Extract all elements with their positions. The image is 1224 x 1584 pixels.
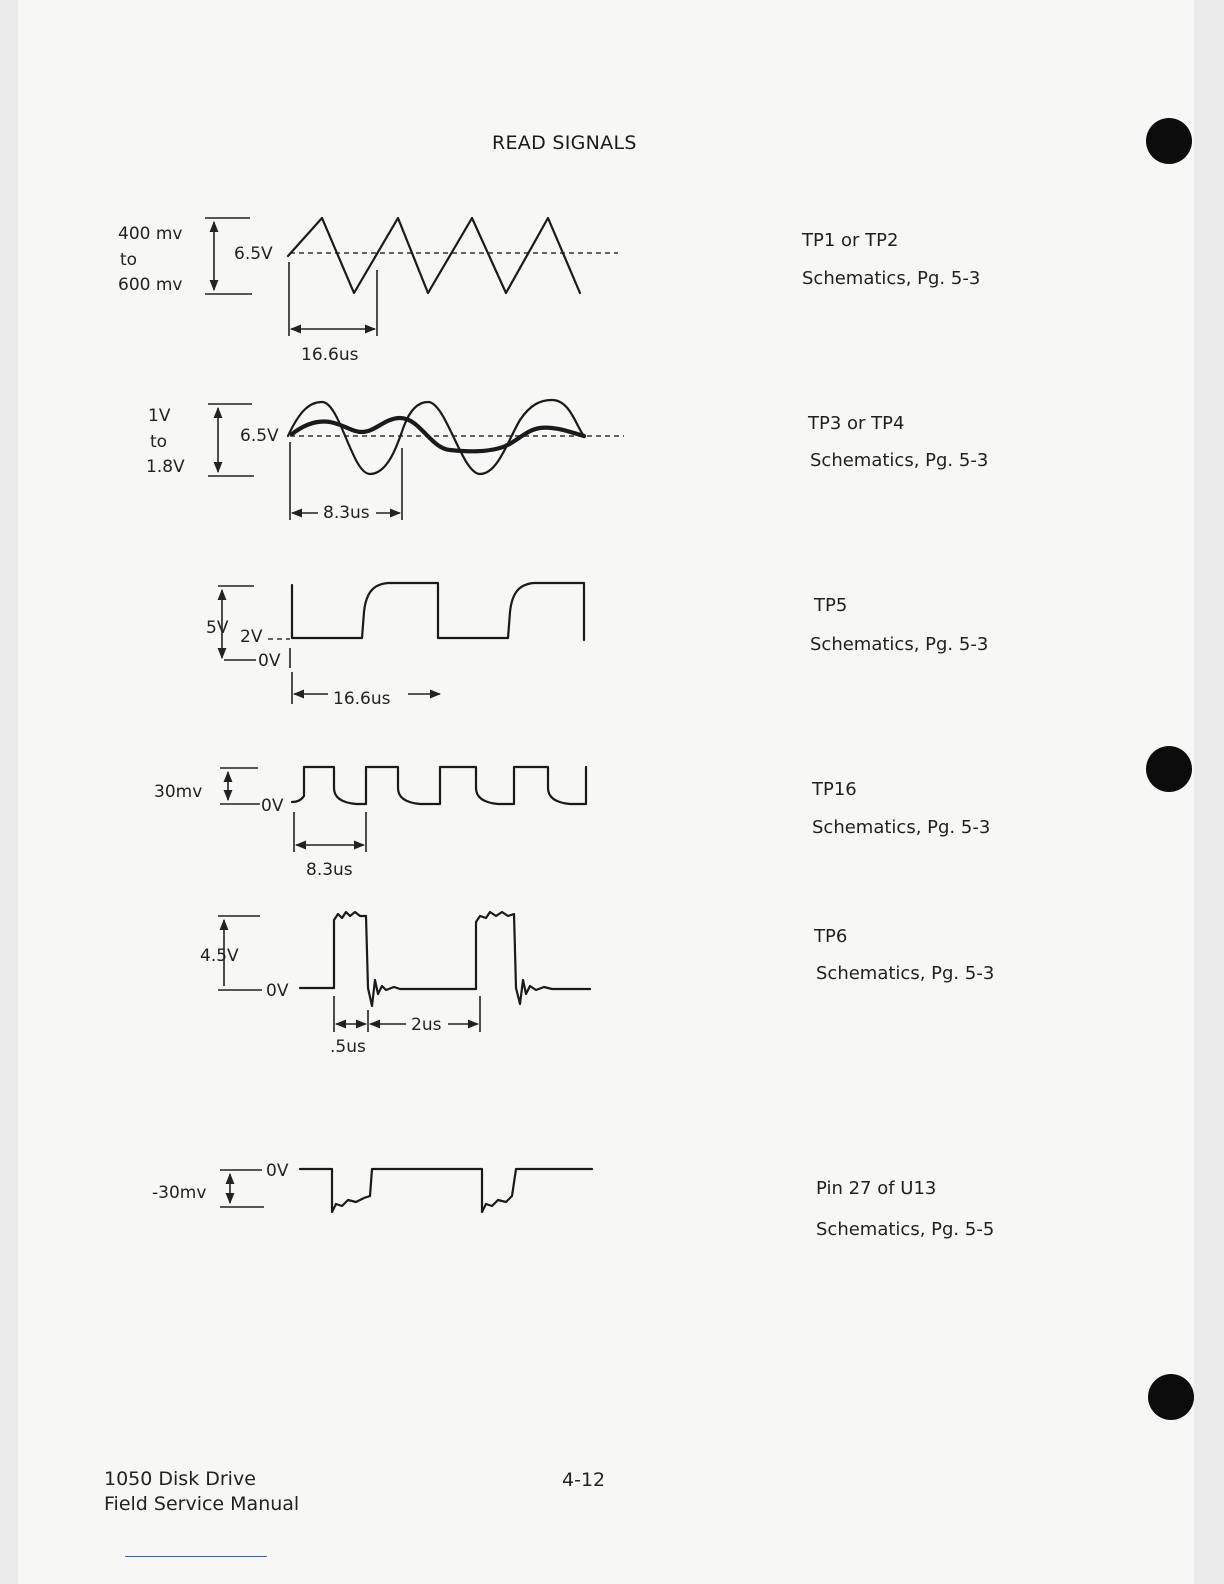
sine-waveform-small [292,418,584,451]
footer-manual-line2: Field Service Manual [104,1493,300,1515]
range-label-line2: to [120,250,138,270]
period-label: 8.3us [306,860,353,880]
tp16-label: TP16 [812,779,857,800]
range-label: -30mv [152,1183,207,1203]
signal-tp6 [200,912,590,1057]
period-label: 16.6us [333,689,391,709]
pulse-waveform [300,912,590,1006]
triangle-waveform [288,218,580,293]
tp1-tp2-label: TP1 or TP2 [802,230,899,251]
range-label-line3: 600 mv [118,275,183,295]
baseline-label: 6.5V [240,426,279,446]
tp1-tp2-reference: Schematics, Pg. 5-3 [802,268,981,289]
range-label-line1: 1V [148,406,171,426]
page-number: 4-12 [562,1469,606,1491]
period-label: 8.3us [323,503,370,523]
range-label-line3: 1.8V [146,457,185,477]
signal-pin27-u13 [152,1161,592,1212]
range-label-line1: 400 mv [118,224,183,244]
square-waveform [292,583,584,640]
tp3-tp4-reference: Schematics, Pg. 5-3 [810,450,989,471]
gap-label: 2us [411,1015,442,1035]
sine-waveform-large [288,400,584,474]
tp6-reference: Schematics, Pg. 5-3 [816,963,995,984]
range-label: 5V [206,618,229,638]
tp16-reference: Schematics, Pg. 5-3 [812,817,991,838]
pin27-u13-reference: Schematics, Pg. 5-5 [816,1219,995,1240]
negative-pulse-waveform [300,1169,592,1212]
tp6-label: TP6 [814,926,848,947]
baseline-label: 0V [266,1161,289,1181]
tp5-label: TP5 [814,595,848,616]
signal-tp1-tp2 [118,218,618,365]
signal-tp5 [206,583,584,709]
pulse-width-label: .5us [330,1037,366,1057]
tp5-reference: Schematics, Pg. 5-3 [810,634,989,655]
pulse-waveform [292,767,586,804]
page-title: READ SIGNALS [492,132,637,154]
baseline-label: 0V [266,981,289,1001]
period-label: 16.6us [301,345,359,365]
threshold-label: 2V [240,627,263,647]
footer-manual-line1: 1050 Disk Drive [104,1468,256,1490]
baseline-label: 6.5V [234,244,273,264]
baseline-label: 0V [258,651,281,671]
range-label: 4.5V [200,946,239,966]
baseline-label: 0V [261,796,284,816]
signal-tp16 [154,767,586,880]
signal-tp3-tp4 [146,400,624,523]
range-label: 30mv [154,782,203,802]
range-label-line2: to [150,432,168,452]
underline-mark [125,1556,267,1557]
pin27-u13-label: Pin 27 of U13 [816,1178,937,1199]
tp3-tp4-label: TP3 or TP4 [808,413,905,434]
